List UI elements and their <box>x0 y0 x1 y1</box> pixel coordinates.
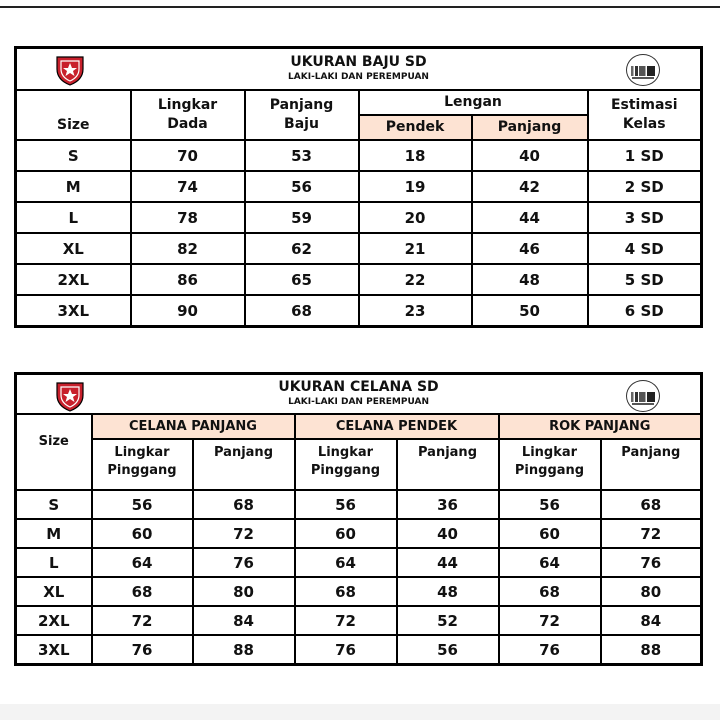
cell-lengan-panjang: 40 <box>472 140 588 171</box>
cell-size: L <box>16 202 131 233</box>
cell-lengan-pendek: 23 <box>359 295 472 327</box>
cell-cpd-lingkar: 72 <box>295 606 397 635</box>
cell-rok-panjang: 76 <box>601 548 702 577</box>
cell-cpd-panjang: 36 <box>397 490 499 519</box>
cell-cpd-lingkar: 56 <box>295 490 397 519</box>
table-row <box>16 577 702 606</box>
pants-table-subtitle: LAKI-LAKI DAN PEREMPUAN <box>288 397 429 407</box>
cell-cp-panjang: 72 <box>193 519 295 548</box>
cell-size: 2XL <box>16 264 131 295</box>
cell-cp-panjang: 80 <box>193 577 295 606</box>
cell-lengan-panjang: 48 <box>472 264 588 295</box>
cell-size: XL <box>16 577 92 606</box>
header-lengan: Lengan <box>359 90 588 115</box>
cell-lengan-pendek: 22 <box>359 264 472 295</box>
header-estimasi-kelas: Estimasi Kelas <box>588 90 702 140</box>
cell-cpd-panjang: 56 <box>397 635 499 665</box>
cell-lingkar-dada: 74 <box>131 171 245 202</box>
cell-lingkar-dada: 70 <box>131 140 245 171</box>
table-row <box>16 606 702 635</box>
cell-panjang-baju: 65 <box>245 264 359 295</box>
cell-lengan-pendek: 21 <box>359 233 472 264</box>
cell-size: S <box>16 490 92 519</box>
cell-panjang-baju: 68 <box>245 295 359 327</box>
table-row <box>16 233 702 264</box>
cell-cpd-lingkar: 76 <box>295 635 397 665</box>
cell-cp-lingkar: 64 <box>92 548 193 577</box>
table-row <box>16 264 702 295</box>
header-lingkar-pinggang: Lingkar Pinggang <box>295 439 397 490</box>
cell-rok-lingkar: 64 <box>499 548 601 577</box>
cell-cp-lingkar: 56 <box>92 490 193 519</box>
shield-crest-icon <box>55 54 85 86</box>
table-row <box>16 548 702 577</box>
cell-kelas: 6 SD <box>588 295 702 327</box>
table-row <box>16 519 702 548</box>
cell-kelas: 4 SD <box>588 233 702 264</box>
cell-cp-panjang: 68 <box>193 490 295 519</box>
cell-lengan-pendek: 18 <box>359 140 472 171</box>
cell-rok-lingkar: 60 <box>499 519 601 548</box>
cell-lingkar-dada: 86 <box>131 264 245 295</box>
cell-lingkar-dada: 78 <box>131 202 245 233</box>
cell-size: M <box>16 519 92 548</box>
header-size: Size <box>16 90 131 140</box>
cell-rok-lingkar: 72 <box>499 606 601 635</box>
header-size: Size <box>16 414 92 490</box>
cell-cp-panjang: 84 <box>193 606 295 635</box>
cell-rok-lingkar: 76 <box>499 635 601 665</box>
cell-panjang-baju: 53 <box>245 140 359 171</box>
cell-cpd-lingkar: 68 <box>295 577 397 606</box>
shirt-table-title: UKURAN BAJU SD <box>290 54 427 70</box>
cell-lengan-pendek: 20 <box>359 202 472 233</box>
cell-lengan-panjang: 46 <box>472 233 588 264</box>
cell-cp-lingkar: 72 <box>92 606 193 635</box>
cell-cpd-panjang: 48 <box>397 577 499 606</box>
cell-kelas: 3 SD <box>588 202 702 233</box>
header-panjang: Panjang <box>397 439 499 490</box>
header-lingkar-pinggang: Lingkar Pinggang <box>499 439 601 490</box>
table-row <box>16 295 702 327</box>
shirt-table-title-bar <box>16 48 702 91</box>
header-rok-panjang: ROK PANJANG <box>499 414 702 439</box>
top-divider-line <box>0 6 720 8</box>
cell-kelas: 2 SD <box>588 171 702 202</box>
cell-size: 3XL <box>16 295 131 327</box>
shield-crest-icon <box>55 380 85 412</box>
header-lingkar-dada: Lingkar Dada <box>131 90 245 140</box>
cell-rok-lingkar: 68 <box>499 577 601 606</box>
cell-kelas: 5 SD <box>588 264 702 295</box>
table-row <box>16 171 702 202</box>
cell-cpd-lingkar: 64 <box>295 548 397 577</box>
pants-table-title-bar <box>16 374 702 415</box>
cell-cp-lingkar: 76 <box>92 635 193 665</box>
cell-size: L <box>16 548 92 577</box>
bottom-fade <box>0 704 720 720</box>
cell-rok-panjang: 72 <box>601 519 702 548</box>
table-row <box>16 635 702 665</box>
cell-cp-lingkar: 60 <box>92 519 193 548</box>
cell-cp-panjang: 88 <box>193 635 295 665</box>
table-row <box>16 490 702 519</box>
header-panjang: Panjang <box>193 439 295 490</box>
cell-size: 2XL <box>16 606 92 635</box>
header-panjang-baju: Panjang Baju <box>245 90 359 140</box>
header-celana-pendek: CELANA PENDEK <box>295 414 499 439</box>
header-lengan-pendek: Pendek <box>359 115 472 140</box>
cell-rok-panjang: 80 <box>601 577 702 606</box>
cell-cpd-panjang: 44 <box>397 548 499 577</box>
cell-cpd-panjang: 52 <box>397 606 499 635</box>
cell-cpd-panjang: 40 <box>397 519 499 548</box>
cell-rok-panjang: 68 <box>601 490 702 519</box>
header-panjang: Panjang <box>601 439 702 490</box>
cell-panjang-baju: 59 <box>245 202 359 233</box>
cell-lengan-panjang: 50 <box>472 295 588 327</box>
cell-lengan-panjang: 44 <box>472 202 588 233</box>
cell-size: S <box>16 140 131 171</box>
cell-lengan-panjang: 42 <box>472 171 588 202</box>
header-lingkar-pinggang: Lingkar Pinggang <box>92 439 193 490</box>
shirt-size-table <box>14 46 703 328</box>
table-row <box>16 140 702 171</box>
cell-rok-lingkar: 56 <box>499 490 601 519</box>
cell-lengan-pendek: 19 <box>359 171 472 202</box>
cell-lingkar-dada: 90 <box>131 295 245 327</box>
cell-kelas: 1 SD <box>588 140 702 171</box>
cell-panjang-baju: 62 <box>245 233 359 264</box>
brand-emblem-icon <box>626 380 660 412</box>
cell-rok-panjang: 88 <box>601 635 702 665</box>
pants-table-title: UKURAN CELANA SD <box>278 379 439 395</box>
pants-size-table <box>14 372 703 666</box>
cell-cp-lingkar: 68 <box>92 577 193 606</box>
cell-size: M <box>16 171 131 202</box>
cell-rok-panjang: 84 <box>601 606 702 635</box>
cell-size: XL <box>16 233 131 264</box>
cell-panjang-baju: 56 <box>245 171 359 202</box>
cell-size: 3XL <box>16 635 92 665</box>
header-celana-panjang: CELANA PANJANG <box>92 414 295 439</box>
header-lengan-panjang: Panjang <box>472 115 588 140</box>
shirt-table-subtitle: LAKI-LAKI DAN PEREMPUAN <box>288 72 429 82</box>
cell-lingkar-dada: 82 <box>131 233 245 264</box>
table-row <box>16 202 702 233</box>
cell-cpd-lingkar: 60 <box>295 519 397 548</box>
cell-cp-panjang: 76 <box>193 548 295 577</box>
brand-emblem-icon <box>626 54 660 86</box>
